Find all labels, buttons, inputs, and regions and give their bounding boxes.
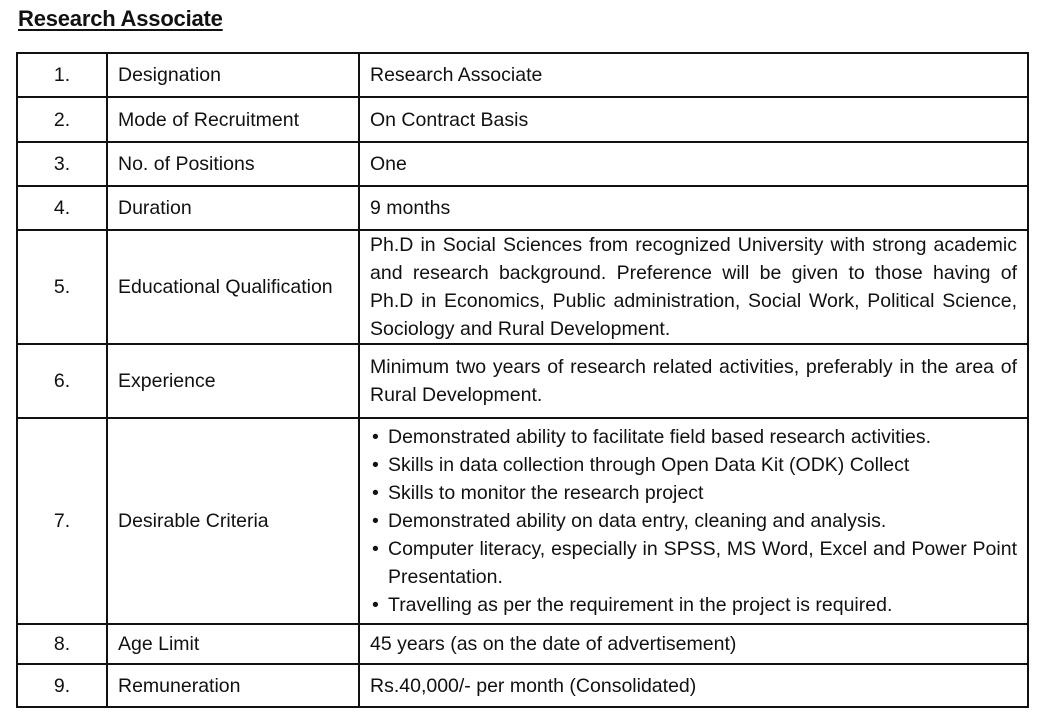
row-label: Mode of Recruitment — [107, 97, 359, 142]
table-row — [17, 53, 1028, 97]
row-label: Age Limit — [107, 624, 359, 664]
list-item-text: Demonstrated ability to facilitate field based research activities. — [388, 426, 932, 448]
list-item-text: Skills in data collection through Open Data Kit (ODK) Collect — [388, 454, 910, 476]
bullet-icon: • — [372, 538, 379, 560]
row-label: Educational Qualification — [107, 230, 359, 344]
row-number: 7. — [17, 418, 107, 624]
row-value: Rs.40,000/- per month (Consolidated) — [359, 664, 1028, 707]
bullet-icon: • — [372, 594, 379, 616]
desirable-criteria-list — [370, 423, 1017, 619]
list-item-text: Skills to monitor the research project — [388, 482, 704, 504]
row-label: Experience — [107, 344, 359, 418]
row-label: No. of Positions — [107, 142, 359, 186]
page-title: Research Associate — [18, 6, 223, 31]
table-row — [17, 186, 1028, 230]
list-item — [370, 507, 1017, 535]
row-number: 6. — [17, 344, 107, 418]
table-row — [17, 344, 1028, 418]
row-label: Remuneration — [107, 664, 359, 707]
row-number: 2. — [17, 97, 107, 142]
row-number: 3. — [17, 142, 107, 186]
row-number: 5. — [17, 230, 107, 344]
bullet-icon: • — [372, 510, 379, 532]
list-item — [370, 591, 1017, 619]
list-item — [370, 451, 1017, 479]
table-row — [17, 418, 1028, 624]
row-value — [359, 418, 1028, 624]
row-number: 1. — [17, 53, 107, 97]
table-row — [17, 624, 1028, 664]
row-value: Research Associate — [359, 53, 1028, 97]
row-number: 4. — [17, 186, 107, 230]
row-label: Desirable Criteria — [107, 418, 359, 624]
list-item-text: Travelling as per the requirement in the project is required. — [388, 594, 893, 616]
bullet-icon: • — [372, 426, 379, 448]
row-label: Duration — [107, 186, 359, 230]
row-value: One — [359, 142, 1028, 186]
list-item — [370, 479, 1017, 507]
list-item — [370, 535, 1017, 591]
row-value: 45 years (as on the date of advertisement) — [359, 624, 1028, 664]
row-value: 9 months — [359, 186, 1028, 230]
list-item-text: Demonstrated ability on data entry, cleaning and analysis. — [388, 510, 887, 532]
row-value: On Contract Basis — [359, 97, 1028, 142]
table-row — [17, 142, 1028, 186]
bullet-icon: • — [372, 454, 379, 476]
bullet-icon: • — [372, 482, 379, 504]
table-row — [17, 230, 1028, 344]
table-row — [17, 664, 1028, 707]
row-number: 8. — [17, 624, 107, 664]
table-row — [17, 97, 1028, 142]
list-item — [370, 423, 1017, 451]
row-label: Designation — [107, 53, 359, 97]
job-details-table — [16, 52, 1029, 708]
row-number: 9. — [17, 664, 107, 707]
row-value: Minimum two years of research related activities, preferably in the area of Rural Development. — [359, 344, 1028, 418]
list-item-text: Computer literacy, especially in SPSS, MS Word, Excel and Power Point Presentation. — [388, 538, 1017, 588]
row-value: Ph.D in Social Sciences from recognized University with strong academic and research background. Preference will be given to those having of Ph.D in Economics, Public administration, Social Work, Political Science, Sociology and Rural Development. — [359, 230, 1028, 344]
